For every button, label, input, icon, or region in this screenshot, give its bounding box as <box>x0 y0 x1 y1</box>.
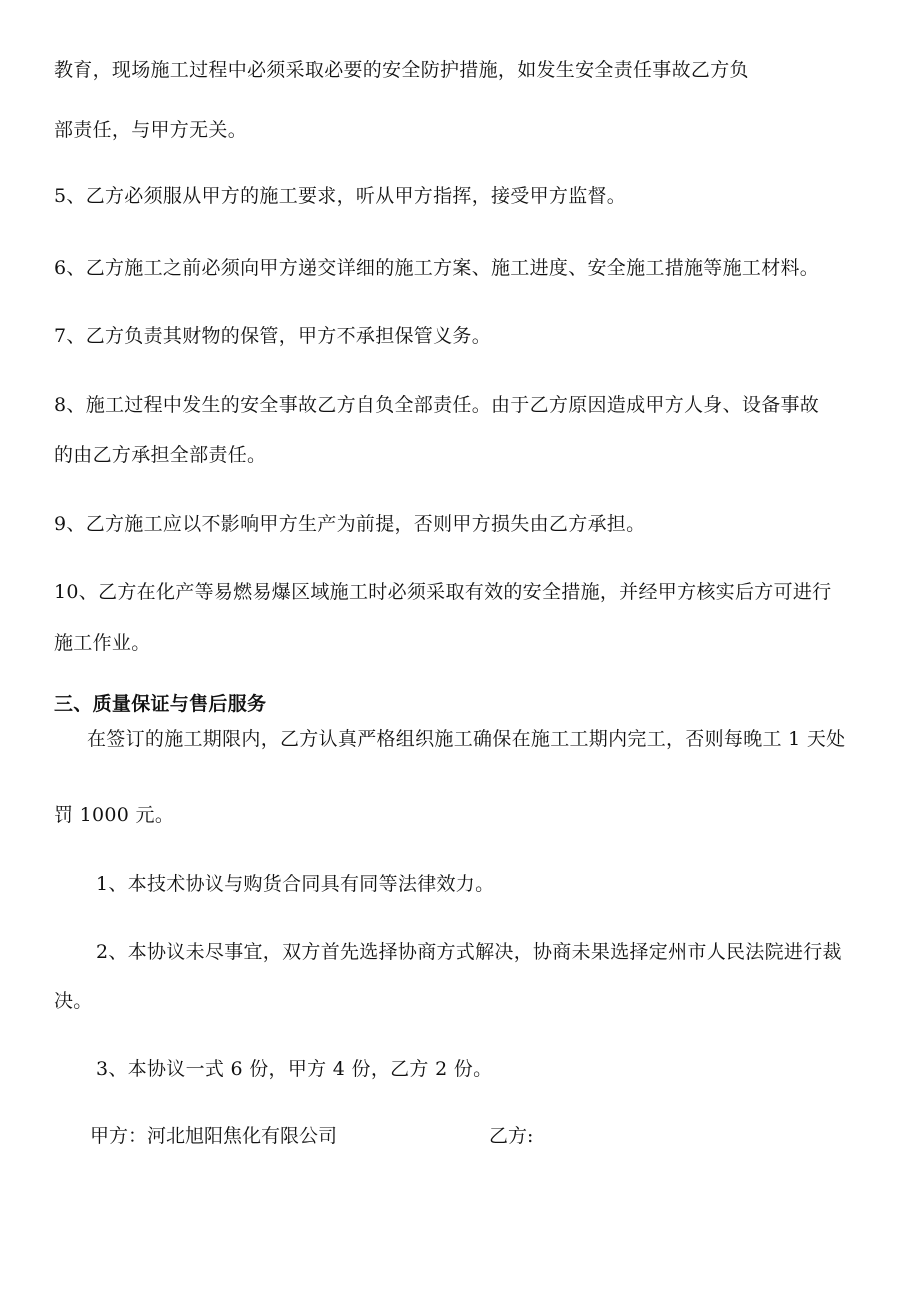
clause-item-5: 5、乙方必须服从甲方的施工要求，听从甲方指挥，接受甲方监督。 <box>54 185 627 207</box>
section-3-clause-2-line-2: 决。 <box>54 990 93 1012</box>
clause-item-8-line-1: 8、施工过程中发生的安全事故乙方自负全部责任。由于乙方原因造成甲方人身、设备事故 <box>54 394 820 416</box>
clause-item-6: 6、乙方施工之前必须向甲方递交详细的施工方案、施工进度、安全施工措施等施工材料。 <box>54 257 820 279</box>
party-a-signature: 甲方：河北旭阳焦化有限公司 <box>90 1125 338 1147</box>
clause-item-10-line-2: 施工作业。 <box>54 632 151 654</box>
safety-paragraph-line-2: 部责任，与甲方无关。 <box>54 119 248 141</box>
safety-paragraph-line-1: 教育，现场施工过程中必须采取必要的安全防护措施，如发生安全责任事故乙方负 <box>54 59 749 81</box>
section-3-intro-line-2: 罚 1000 元。 <box>54 804 175 826</box>
clause-item-9: 9、乙方施工应以不影响甲方生产为前提，否则甲方损失由乙方承担。 <box>54 513 646 535</box>
clause-item-10-line-1: 10、乙方在化产等易燃易爆区域施工时必须采取有效的安全措施，并经甲方核实后方可进行 <box>54 581 832 603</box>
clause-item-8-line-2: 的由乙方承担全部责任。 <box>54 444 267 466</box>
section-3-clause-3: 3、本协议一式 6 份，甲方 4 份，乙方 2 份。 <box>96 1058 493 1080</box>
section-3-intro-line-1: 在签订的施工期限内，乙方认真严格组织施工确保在施工工期内完工，否则每晚工 1 天处 <box>87 728 846 750</box>
clause-item-7: 7、乙方负责其财物的保管，甲方不承担保管义务。 <box>54 325 491 347</box>
party-b-signature: 乙方: <box>489 1125 534 1147</box>
section-3-clause-2-line-1: 2、本协议未尽事宜，双方首先选择协商方式解决，协商未果选择定州市人民法院进行裁 <box>96 941 842 963</box>
section-3-clause-1: 1、本技术协议与购货合同具有同等法律效力。 <box>96 873 495 895</box>
section-3-heading: 三、质量保证与售后服务 <box>54 693 267 715</box>
